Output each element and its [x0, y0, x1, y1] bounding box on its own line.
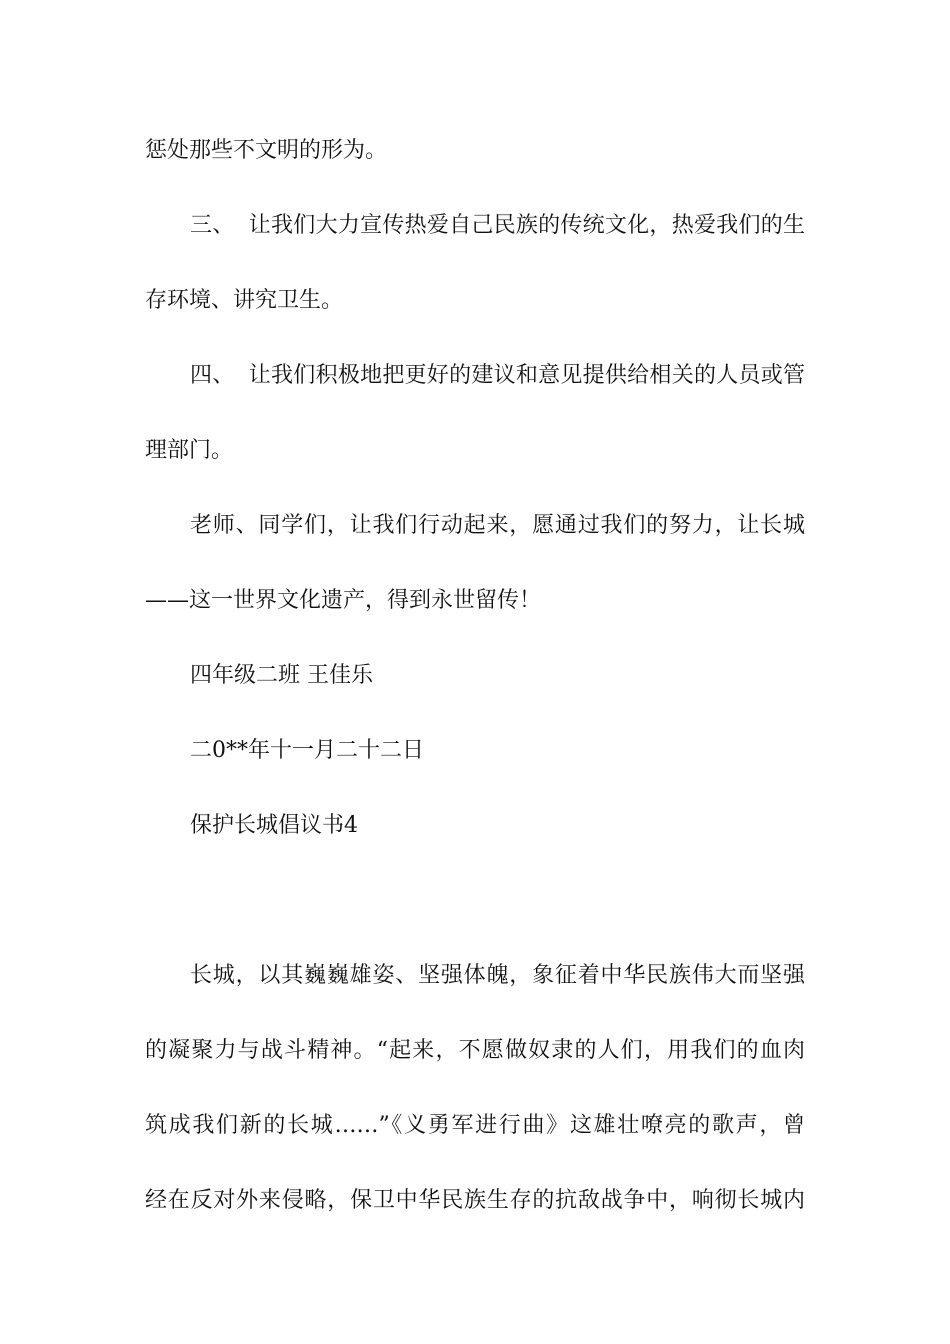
line-text: 长城，以其巍巍雄姿、坚强体魄，象征着中华民族伟大而坚强	[190, 963, 805, 988]
list-item-3	[190, 211, 805, 241]
text-line-1	[145, 136, 805, 166]
list-item-4	[190, 361, 805, 391]
text-line-6	[190, 511, 805, 541]
text-line-14	[145, 1186, 805, 1216]
list-number: 四、	[190, 363, 235, 388]
list-number: 三、	[190, 213, 235, 238]
date-text: 二0**年十一月二十二日	[190, 738, 424, 763]
text-line-12	[145, 1036, 805, 1066]
line-text: 存环境、讲究卫生。	[145, 288, 344, 313]
line-text: 筑成我们新的长城……”《义勇军进行曲》这雄壮嘹亮的歌声，曾	[145, 1113, 805, 1138]
line-text: 惩处那些不文明的形为。	[145, 138, 388, 163]
signature-line	[190, 661, 805, 691]
section-title	[190, 811, 805, 841]
line-text: 老师、同学们，让我们行动起来，愿通过我们的努力，让长城	[190, 513, 805, 538]
line-text: 让我们大力宣传热爱自己民族的传统文化，热爱我们的生	[248, 213, 805, 238]
line-text: 让我们积极地把更好的建议和意见提供给相关的人员或管	[248, 363, 805, 388]
line-text: 经在反对外来侵略，保卫中华民族生存的抗敌战争中，响彻长城内	[145, 1188, 805, 1213]
text-line-5	[145, 436, 805, 466]
text-line-7	[145, 586, 805, 616]
section-title-text: 保护长城倡议书4	[190, 813, 358, 838]
text-line-3	[145, 286, 805, 316]
line-text: 理部门。	[145, 438, 234, 463]
line-text: ——这一世界文化遗产，得到永世留传！	[145, 588, 542, 613]
signature-text: 四年级二班 王佳乐	[190, 663, 373, 688]
date-line	[190, 736, 805, 766]
text-line-13	[145, 1111, 805, 1141]
line-text: 的凝聚力与战斗精神。“起来，不愿做奴隶的人们，用我们的血肉	[145, 1038, 805, 1063]
text-line-11	[190, 961, 805, 991]
